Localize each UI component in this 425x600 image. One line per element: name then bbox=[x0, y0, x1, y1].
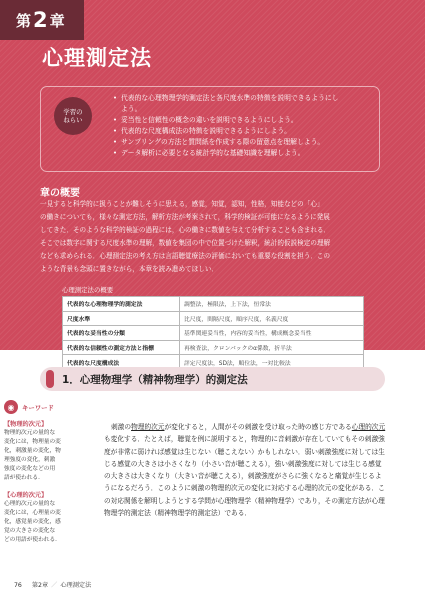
keyword-sidebar bbox=[4, 400, 86, 553]
keyword-title: 【心理的次元】 bbox=[4, 492, 48, 499]
badge-line-2: ねらい bbox=[63, 116, 83, 124]
table-key-cell: 代表的な妥当性の分類 bbox=[63, 326, 180, 341]
table-value-cell: 評定尺度法，SD法，順位法，一対比較法 bbox=[180, 355, 364, 370]
keyword-label bbox=[4, 400, 86, 414]
learning-objectives-badge bbox=[54, 97, 92, 135]
keyword-label-text: キーワード bbox=[22, 403, 54, 412]
term-physical-dimension: 物理的次元 bbox=[131, 423, 165, 431]
table-key-cell: 代表的な尺度構成法 bbox=[63, 355, 180, 370]
footer-separator: ／ bbox=[51, 582, 58, 589]
table-key-cell: 代表的な信頼性の測定方法と指標 bbox=[63, 340, 180, 355]
objective-item: • 代表的な心理物理学的測定法と各尺度水準の特徴を説明できるようにし bbox=[113, 94, 339, 102]
term-psychological-dimension: 心理的次元 bbox=[351, 423, 386, 431]
summary-line: そこでは数字に関する尺度水準の理解，数値を集団の中で位置づけた解釈，統計的仮説検定の理解 bbox=[40, 239, 331, 247]
page-footer bbox=[14, 580, 91, 589]
chapter-title: 心理測定法 bbox=[42, 46, 152, 70]
summary-line: してきた．そのような科学的検証の過程には，心の働きに数値を与えて分析することも含まれる． bbox=[40, 226, 331, 234]
table-row bbox=[63, 297, 364, 312]
table-key-cell: 代表的な心理物理学的測定法 bbox=[63, 297, 180, 312]
table-value-cell: 比尺度，間隔尺度，順序尺度，名義尺度 bbox=[180, 311, 364, 326]
keyword-description: 心理的次元の量的な 変化には，心理量の変 化，感覚量の変化，感 覚の大きさの変化な どの用語が使われる． bbox=[4, 501, 61, 543]
section-marker bbox=[46, 370, 54, 388]
summary-line: ような背景も念頭に置きながら，本章を読み進めてほしい． bbox=[40, 265, 219, 273]
overview-table-heading: 心理測定法の概要 bbox=[62, 286, 114, 294]
section-title: 1．心理物理学（精神物理学）的測定法 bbox=[62, 373, 248, 386]
chapter-number: 2 bbox=[33, 8, 48, 32]
summary-body bbox=[40, 198, 385, 276]
table-key-cell: 尺度水準 bbox=[63, 311, 180, 326]
chapter-suffix: 章 bbox=[49, 11, 65, 30]
table-value-cell: 基準関連妥当性，内容的妥当性，構成概念妥当性 bbox=[180, 326, 364, 341]
summary-line: なども求められる．心理測定法の考え方は言語聴覚療法の評価においても重要な役割を担う．この bbox=[40, 252, 331, 260]
summary-heading: 章の概要 bbox=[40, 188, 80, 199]
objective-item-continued: よう。 bbox=[121, 105, 142, 113]
footer-chapter: 第2章 bbox=[31, 582, 49, 589]
learning-objectives-box bbox=[40, 86, 380, 172]
footer-section: 心理測定法 bbox=[60, 582, 92, 589]
objective-item: • データ解析に必要となる統計学的な基礎知識を理解しよう。 bbox=[113, 149, 305, 157]
keyword-description: 物理的次元の量的な 変化には，物理量の変 化，刺激量の変化，物 理強度の変化，刺激 強度の変化などの用 語が使われる． bbox=[4, 430, 61, 481]
objective-item: • 代表的な尺度構成法の特徴を説明できるようにしよう。 bbox=[113, 127, 291, 135]
overview-table bbox=[62, 296, 364, 370]
table-value-cell: 再検査法，クロンバックのα係数，折半法 bbox=[180, 340, 364, 355]
term-psychophysics: 心理物理学（精神物理学） bbox=[217, 496, 298, 505]
summary-line: の働きについても，様々な測定方法，解析方法が考案されて，科学的検証が可能になるように発展 bbox=[40, 213, 330, 221]
objective-item: • 妥当性と信頼性の概念の違いを説明できるようにしよう。 bbox=[113, 116, 298, 124]
term-psychophysical-methods: 心理物理学的測定法（精神物理学的測定法） bbox=[104, 496, 385, 518]
chapter-tab bbox=[0, 0, 84, 40]
table-row bbox=[63, 340, 364, 355]
table-row bbox=[63, 311, 364, 326]
objective-item: • サンプリングの方法と質問紙を作成する際の留意点を理解しよう。 bbox=[113, 138, 325, 146]
chapter-prefix: 第 bbox=[16, 11, 32, 30]
page-number: 76 bbox=[14, 582, 22, 589]
table-value-cell: 調整法，極限法，上下法，恒常法 bbox=[180, 297, 364, 312]
summary-line: 一見すると科学的に扱うことが難しそうに思える，感覚，知覚，認知，性格，知能などの「心」 bbox=[40, 200, 324, 208]
body-paragraph: 刺激の物理的次元が変化すると，人間がその刺激を受け取った時の感じ方である心理的次元も変化する．たとえば，聴覚を例に説明すると，物理的に音刺激が存在していてもその刺激強度が非常に弱ければ感覚は生じない（聴こえない）かもしれない．弱い刺激強度に対しては生じる感覚の大きさは小さくなり（小さい音が聴こえる），強い刺激強度に対しては生じる感覚の大きさは大きくなり（大きい音が聴こえる），刺激強度がさらに強くなると痛覚が生じるようになるだろう．このように刺激の物理的次元の変化に対応する心理的次元の変化がある．この対応関係を解明しようとする学問が心理物理学（精神物理学）であり，その測定方法が心理物理学的測定法（精神物理学的測定法）である． bbox=[104, 423, 386, 518]
table-row bbox=[63, 326, 364, 341]
key-icon: ◉ bbox=[4, 400, 18, 414]
objectives-list bbox=[113, 93, 379, 159]
section-heading-bar bbox=[40, 367, 385, 391]
badge-line-1: 学習の bbox=[63, 107, 83, 116]
keyword-title: 【物理的次元】 bbox=[4, 421, 48, 428]
